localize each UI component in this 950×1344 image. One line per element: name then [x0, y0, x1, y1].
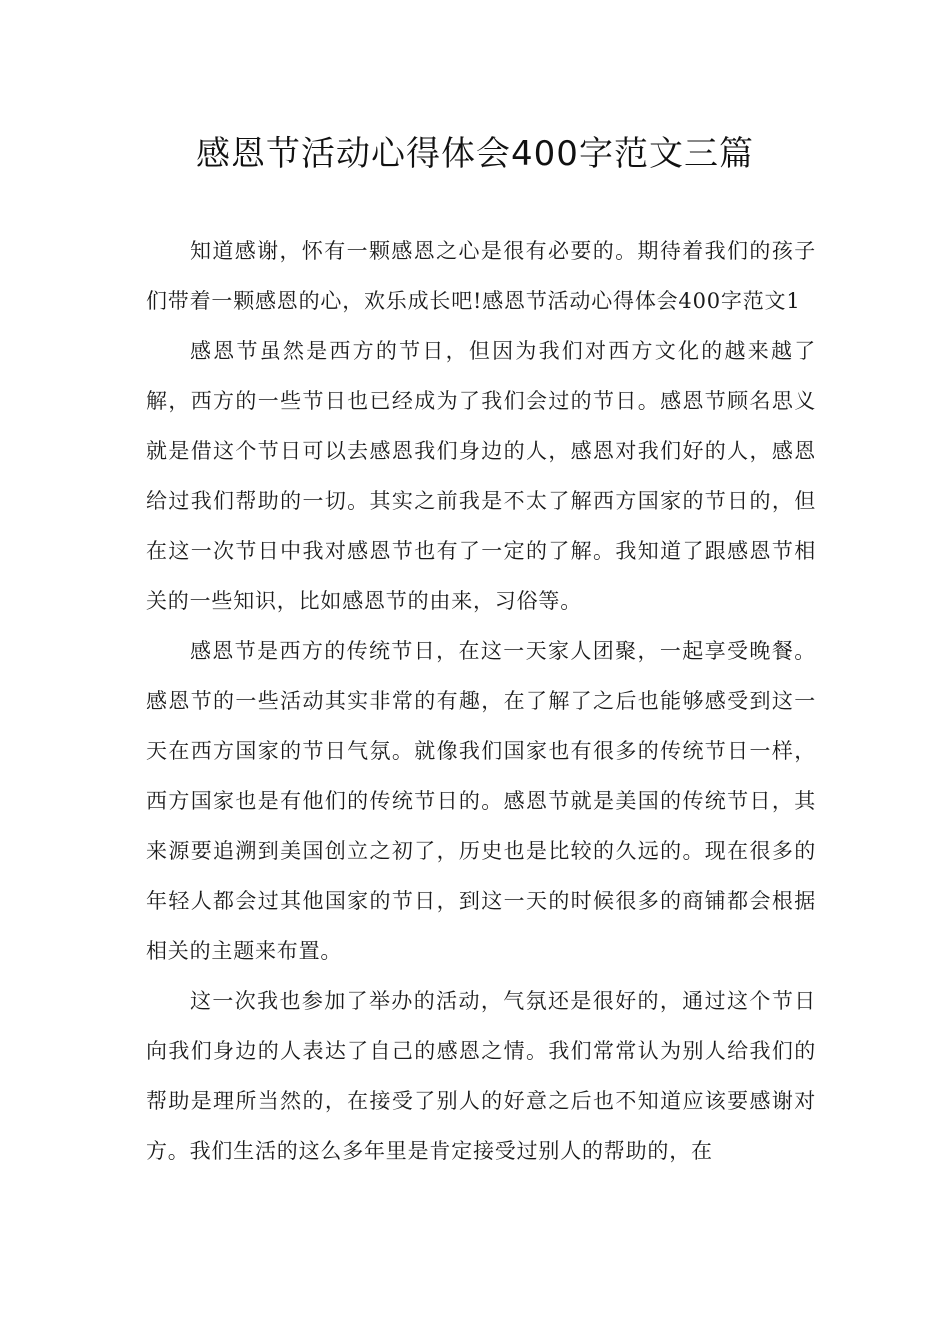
paragraph-4: 这一次我也参加了举办的活动，气氛还是很好的，通过这个节日向我们身边的人表达了自己的感恩之情。我们常常认为别人给我们的帮助是理所当然的，在接受了别人的好意之后也不知道应该要感谢对方。我们生活的这么多年里是肯定接受过别人的帮助的，在: [146, 989, 816, 1163]
document-title: 感恩节活动心得体会400字范文三篇: [196, 134, 754, 174]
paragraph-1: 知道感谢，怀有一颗感恩之心是很有必要的。期待着我们的孩子们带着一颗感恩的心，欢乐成长吧!感恩节活动心得体会400字范文1: [146, 239, 816, 313]
paragraph-3: 感恩节是西方的传统节日，在这一天家人团聚，一起享受晚餐。感恩节的一些活动其实非常的有趣，在了解了之后也能够感受到这一天在西方国家的节日气氛。就像我们国家也有很多的传统节日一样，西方国家也是有他们的传统节日的。感恩节就是美国的传统节日，其来源要追溯到美国创立之初了，历史也是比较的久远的。现在很多的年轻人都会过其他国家的节日，到这一天的时候很多的商铺都会根据相关的主题来布置。: [146, 639, 816, 963]
paragraph-2: 感恩节虽然是西方的节日，但因为我们对西方文化的越来越了解，西方的一些节日也已经成为了我们会过的节日。感恩节顾名思义就是借这个节日可以去感恩我们身边的人，感恩对我们好的人，感恩给过我们帮助的一切。其实之前我是不太了解西方国家的节日的，但在这一次节日中我对感恩节也有了一定的了解。我知道了跟感恩节相关的一些知识，比如感恩节的由来，习俗等。: [146, 339, 816, 613]
document-body: [146, 226, 816, 1176]
